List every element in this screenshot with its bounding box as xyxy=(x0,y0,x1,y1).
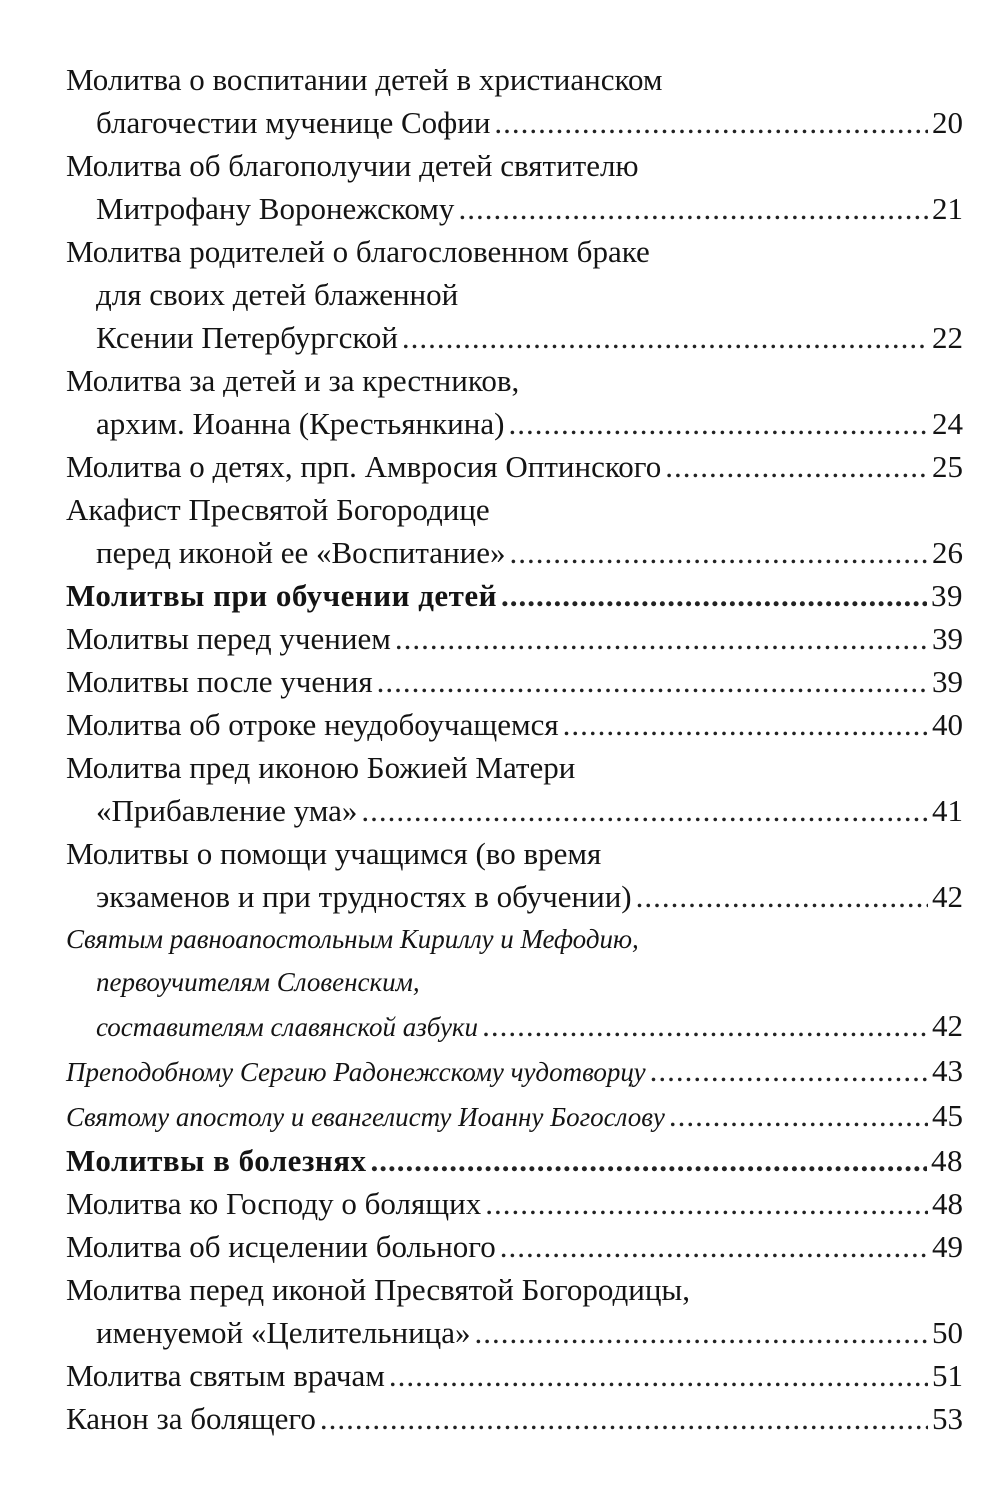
dot-leader xyxy=(320,1397,928,1440)
toc-entry-text: Преподобному Сергию Радонежскому чудотворцу xyxy=(66,1057,646,1087)
toc-page-number: 25 xyxy=(932,449,963,484)
toc-entry-text: первоучителям Словенским, xyxy=(96,967,420,997)
toc-leader-row xyxy=(66,402,963,445)
toc-leader-row xyxy=(66,1182,963,1225)
toc-leader-row xyxy=(66,187,963,230)
toc-leader-row xyxy=(66,1139,963,1182)
dot-leader xyxy=(475,1311,928,1354)
toc-entry xyxy=(66,445,963,488)
dot-leader xyxy=(636,875,928,918)
toc-entry xyxy=(66,1268,963,1354)
toc-entry-text: Молитвы в болезнях xyxy=(66,1143,367,1178)
toc-page-number: 39 xyxy=(932,621,963,656)
dot-leader xyxy=(485,1182,928,1225)
toc-page-number: 39 xyxy=(931,578,963,613)
toc-page-number: 41 xyxy=(932,793,963,828)
toc-leader-row xyxy=(66,617,963,660)
toc-entry xyxy=(66,1397,963,1440)
dot-leader xyxy=(371,1139,927,1182)
toc-page-number: 49 xyxy=(932,1229,963,1264)
toc-leader-row xyxy=(66,574,963,617)
dot-leader xyxy=(510,531,928,574)
toc-entry xyxy=(66,1094,963,1139)
toc-entry-text: Молитвы о помощи учащимся (во время xyxy=(66,836,602,871)
toc-page-number: 21 xyxy=(932,191,963,226)
toc-entry-text: Молитва об исцелении больного xyxy=(66,1229,496,1264)
dot-leader xyxy=(377,660,928,703)
toc-page-number: 48 xyxy=(931,1143,963,1178)
toc-entry xyxy=(66,58,963,144)
dot-leader xyxy=(402,316,928,359)
toc-entry xyxy=(66,617,963,660)
toc-page-number: 45 xyxy=(932,1098,963,1133)
toc-entry xyxy=(66,660,963,703)
toc-leader-row xyxy=(66,875,963,918)
toc-page-number: 42 xyxy=(932,1008,963,1043)
toc-entry-text: Митрофану Воронежскому xyxy=(96,191,455,226)
toc-leader-row xyxy=(66,1225,963,1268)
toc-entry-text: именуемой «Целительница» xyxy=(96,1315,471,1350)
dot-leader xyxy=(508,402,928,445)
toc-leader-row xyxy=(66,1397,963,1440)
toc-entry xyxy=(66,1049,963,1094)
toc-entry-text: Молитва перед иконой Пресвятой Богородицы, xyxy=(66,1272,690,1307)
dot-leader xyxy=(458,187,928,230)
dot-leader xyxy=(650,1049,928,1092)
toc-entry xyxy=(66,230,963,359)
toc-entry xyxy=(66,1225,963,1268)
toc-entry-text: для своих детей блаженной xyxy=(96,277,459,312)
toc-entry xyxy=(66,1354,963,1397)
toc-leader-row xyxy=(66,789,963,832)
toc-section-heading xyxy=(66,1139,963,1182)
toc-entry-text: Молитвы после учения xyxy=(66,664,373,699)
toc-entry-text: Молитва родителей о благословенном браке xyxy=(66,234,650,269)
toc-entry-text: Молитва святым врачам xyxy=(66,1358,385,1393)
dot-leader xyxy=(494,101,928,144)
toc-page-number: 26 xyxy=(932,535,963,570)
toc-entry-text: архим. Иоанна (Крестьянкина) xyxy=(96,406,505,441)
toc-entry xyxy=(66,1182,963,1225)
dot-leader xyxy=(395,617,928,660)
toc-leader-row xyxy=(66,101,963,144)
dot-leader xyxy=(482,1004,928,1047)
dot-leader xyxy=(665,445,928,488)
toc-page-number: 51 xyxy=(932,1358,963,1393)
toc-page-number: 53 xyxy=(932,1401,963,1436)
toc-entry-text: благочестии мученице Софии xyxy=(96,105,491,140)
toc-entry-text: Акафист Пресвятой Богородице xyxy=(66,492,490,527)
toc-page-number: 48 xyxy=(932,1186,963,1221)
toc-page-number: 42 xyxy=(932,879,963,914)
toc-entry-text: Молитва ко Господу о болящих xyxy=(66,1186,482,1221)
toc-entry-text: Святым равноапостольным Кириллу и Мефодию, xyxy=(66,924,639,954)
toc-entry-text: Молитвы перед учением xyxy=(66,621,391,656)
toc-entry-text: «Прибавление ума» xyxy=(96,793,358,828)
toc-entry-text: Святому апостолу и евангелисту Иоанну Богослову xyxy=(66,1102,665,1132)
toc-leader-row xyxy=(66,1354,963,1397)
dot-leader xyxy=(501,574,927,617)
toc-entry xyxy=(66,359,963,445)
dot-leader xyxy=(669,1094,928,1137)
toc-page-number: 24 xyxy=(932,406,963,441)
toc-entry-text: Молитва за детей и за крестников, xyxy=(66,363,520,398)
toc-entry-text: Молитва об отроке неудобоучащемся xyxy=(66,707,559,742)
toc-entry-text: экзаменов и при трудностях в обучении) xyxy=(96,879,632,914)
toc-entry xyxy=(66,746,963,832)
toc-entry-text: Канон за болящего xyxy=(66,1401,316,1436)
dot-leader xyxy=(563,703,928,746)
toc-page-number: 40 xyxy=(932,707,963,742)
toc-section-heading xyxy=(66,574,963,617)
toc-entry-text: Молитвы при обучении детей xyxy=(66,578,498,613)
toc-entry-text: Молитва пред иконою Божией Матери xyxy=(66,750,576,785)
toc-entry-text: перед иконой ее «Воспитание» xyxy=(96,535,506,570)
toc-leader-row xyxy=(66,703,963,746)
dot-leader xyxy=(361,789,928,832)
toc-entry-text: Молитва об благополучии детей святителю xyxy=(66,148,639,183)
toc-leader-row xyxy=(66,1094,963,1139)
toc-entry-text: Молитва о детях, прп. Амвросия Оптинского xyxy=(66,449,662,484)
toc-page-number: 50 xyxy=(932,1315,963,1350)
toc-list xyxy=(66,58,963,1440)
toc-leader-row xyxy=(66,1004,963,1049)
toc-entry-text: Ксении Петербургской xyxy=(96,320,398,355)
toc-page-number: 20 xyxy=(932,105,963,140)
toc-leader-row xyxy=(66,1049,963,1094)
toc-page-number: 22 xyxy=(932,320,963,355)
toc-page-number: 43 xyxy=(932,1053,963,1088)
toc-entry-text: составителям славянской азбуки xyxy=(96,1012,479,1042)
toc-entry xyxy=(66,703,963,746)
toc-leader-row xyxy=(66,1311,963,1354)
toc-entry xyxy=(66,832,963,918)
toc-leader-row xyxy=(66,531,963,574)
toc-page-number: 39 xyxy=(932,664,963,699)
toc-leader-row xyxy=(66,445,963,488)
toc-entry xyxy=(66,918,963,1049)
dot-leader xyxy=(500,1225,928,1268)
dot-leader xyxy=(389,1354,928,1397)
toc-entry xyxy=(66,144,963,230)
toc-leader-row xyxy=(66,316,963,359)
toc-leader-row xyxy=(66,660,963,703)
table-of-contents xyxy=(66,58,963,1440)
toc-entry xyxy=(66,488,963,574)
toc-entry-text: Молитва о воспитании детей в христианском xyxy=(66,62,663,97)
